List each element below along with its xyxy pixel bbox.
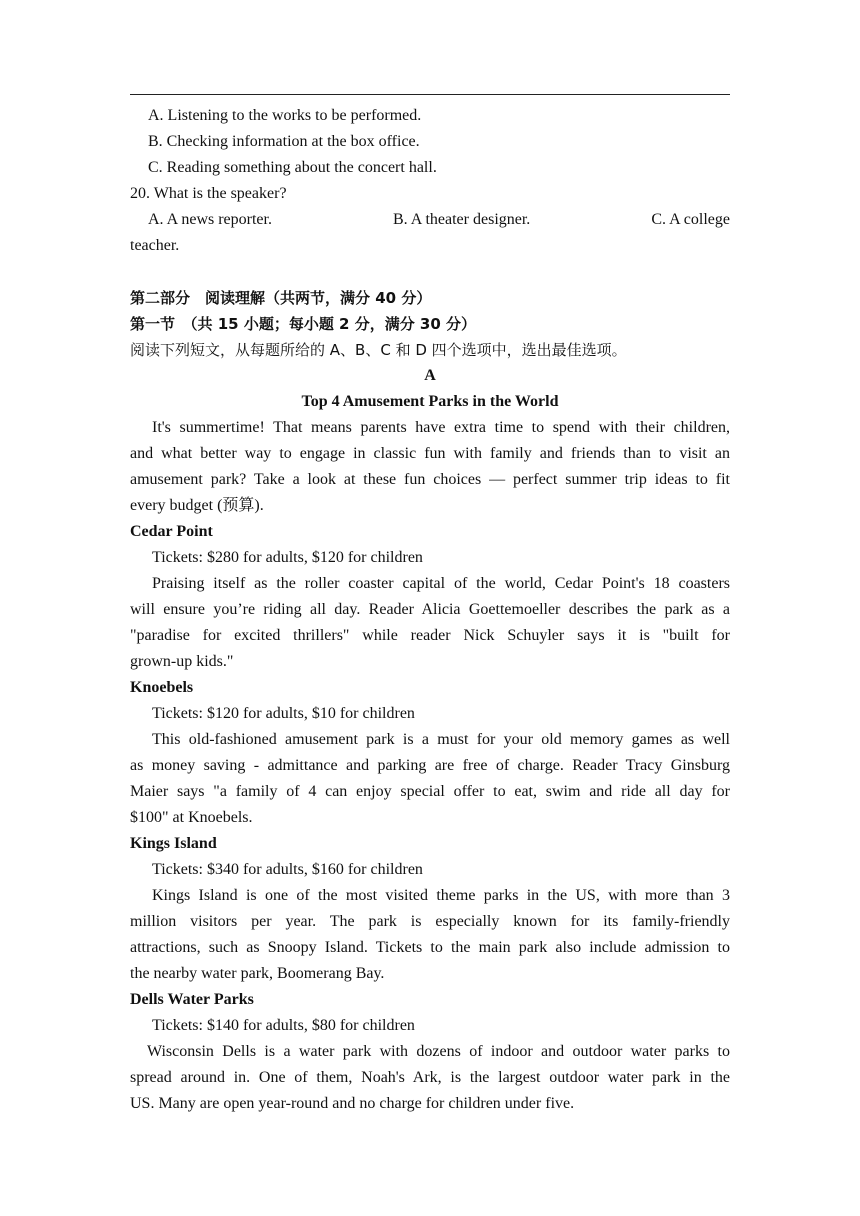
- park-desc-line: as money saving - admittance and parking are free of charge. Reader Tracy Ginsburg: [130, 757, 730, 774]
- park-tickets: Tickets: $340 for adults, $160 for children: [152, 861, 423, 878]
- intro-line: and what better way to engage in classic fun with family and friends than to visit an: [130, 445, 730, 462]
- exam-page: [130, 103, 730, 1117]
- q19-option-a: A. Listening to the works to be performed.: [148, 107, 422, 124]
- intro-line: It's summertime! That means parents have extra time to spend with their children,: [152, 419, 730, 436]
- park-desc-line: will ensure you’re riding all day. Reader Alicia Goettemoeller describes the park as a: [130, 601, 730, 618]
- q20-option-c-continued: teacher.: [130, 237, 180, 254]
- intro-line: amusement park? Take a look at these fun choices — perfect summer trip ideas to fit: [130, 471, 730, 488]
- q20-option-a: A. A news reporter.: [148, 211, 272, 228]
- header-rule: [130, 94, 730, 95]
- q20-options-row: [130, 207, 730, 233]
- park-desc-line: million visitors per year. The park is especially known for its family-friendly: [130, 913, 730, 930]
- park-name-dells-water-parks: Dells Water Parks: [130, 991, 254, 1008]
- q20-question: 20. What is the speaker?: [130, 185, 287, 202]
- park-desc-line: "paradise for excited thrillers" while reader Nick Schuyler says it is "built for: [130, 627, 730, 644]
- section-heading: 第一节 （共 15 小题；每小题 2 分，满分 30 分）: [130, 315, 477, 333]
- q19-option-c: C. Reading something about the concert hall.: [148, 159, 437, 176]
- park-name-cedar-point: Cedar Point: [130, 523, 213, 540]
- blank-spacer: [130, 259, 730, 285]
- intro-line: every budget (预算).: [130, 497, 264, 514]
- park-desc-line: This old-fashioned amusement park is a must for your old memory games as well: [152, 731, 730, 748]
- park-desc-line: $100" at Knoebels.: [130, 809, 253, 826]
- park-desc-line: US. Many are open year-round and no charge for children under five.: [130, 1095, 575, 1112]
- passage-title: Top 4 Amusement Parks in the World: [301, 393, 559, 410]
- reading-instructions: 阅读下列短文，从每题所给的 A、B、C 和 D 四个选项中，选出最佳选项。: [130, 341, 627, 359]
- park-desc-line: the nearby water park, Boomerang Bay.: [130, 965, 385, 982]
- park-desc-line: Wisconsin Dells is a water park with dozens of indoor and outdoor water parks to: [147, 1043, 730, 1060]
- park-tickets: Tickets: $120 for adults, $10 for children: [152, 705, 415, 722]
- park-tickets: Tickets: $140 for adults, $80 for children: [152, 1017, 415, 1034]
- park-desc-line: Maier says "a family of 4 can enjoy special offer to eat, swim and ride all day for: [130, 783, 730, 800]
- park-desc-line: grown-up kids.": [130, 653, 234, 670]
- q19-option-b: B. Checking information at the box office.: [148, 133, 420, 150]
- park-desc-line: attractions, such as Snoopy Island. Tickets to the main park also include admission to: [130, 939, 730, 956]
- part-heading: 第二部分 阅读理解（共两节，满分 40 分）: [130, 289, 432, 307]
- q20-option-c: C. A college: [651, 211, 730, 228]
- park-name-knoebels: Knoebels: [130, 679, 194, 696]
- park-name-kings-island: Kings Island: [130, 835, 217, 852]
- park-desc-line: spread around in. One of them, Noah's Ark, is the largest outdoor water park in the: [130, 1069, 730, 1086]
- park-desc-line: Praising itself as the roller coaster capital of the world, Cedar Point's 18 coasters: [152, 575, 730, 592]
- park-desc-line: Kings Island is one of the most visited theme parks in the US, with more than 3: [152, 887, 730, 904]
- park-tickets: Tickets: $280 for adults, $120 for children: [152, 549, 423, 566]
- passage-letter: A: [424, 367, 436, 384]
- q20-option-b: B. A theater designer.: [393, 211, 531, 228]
